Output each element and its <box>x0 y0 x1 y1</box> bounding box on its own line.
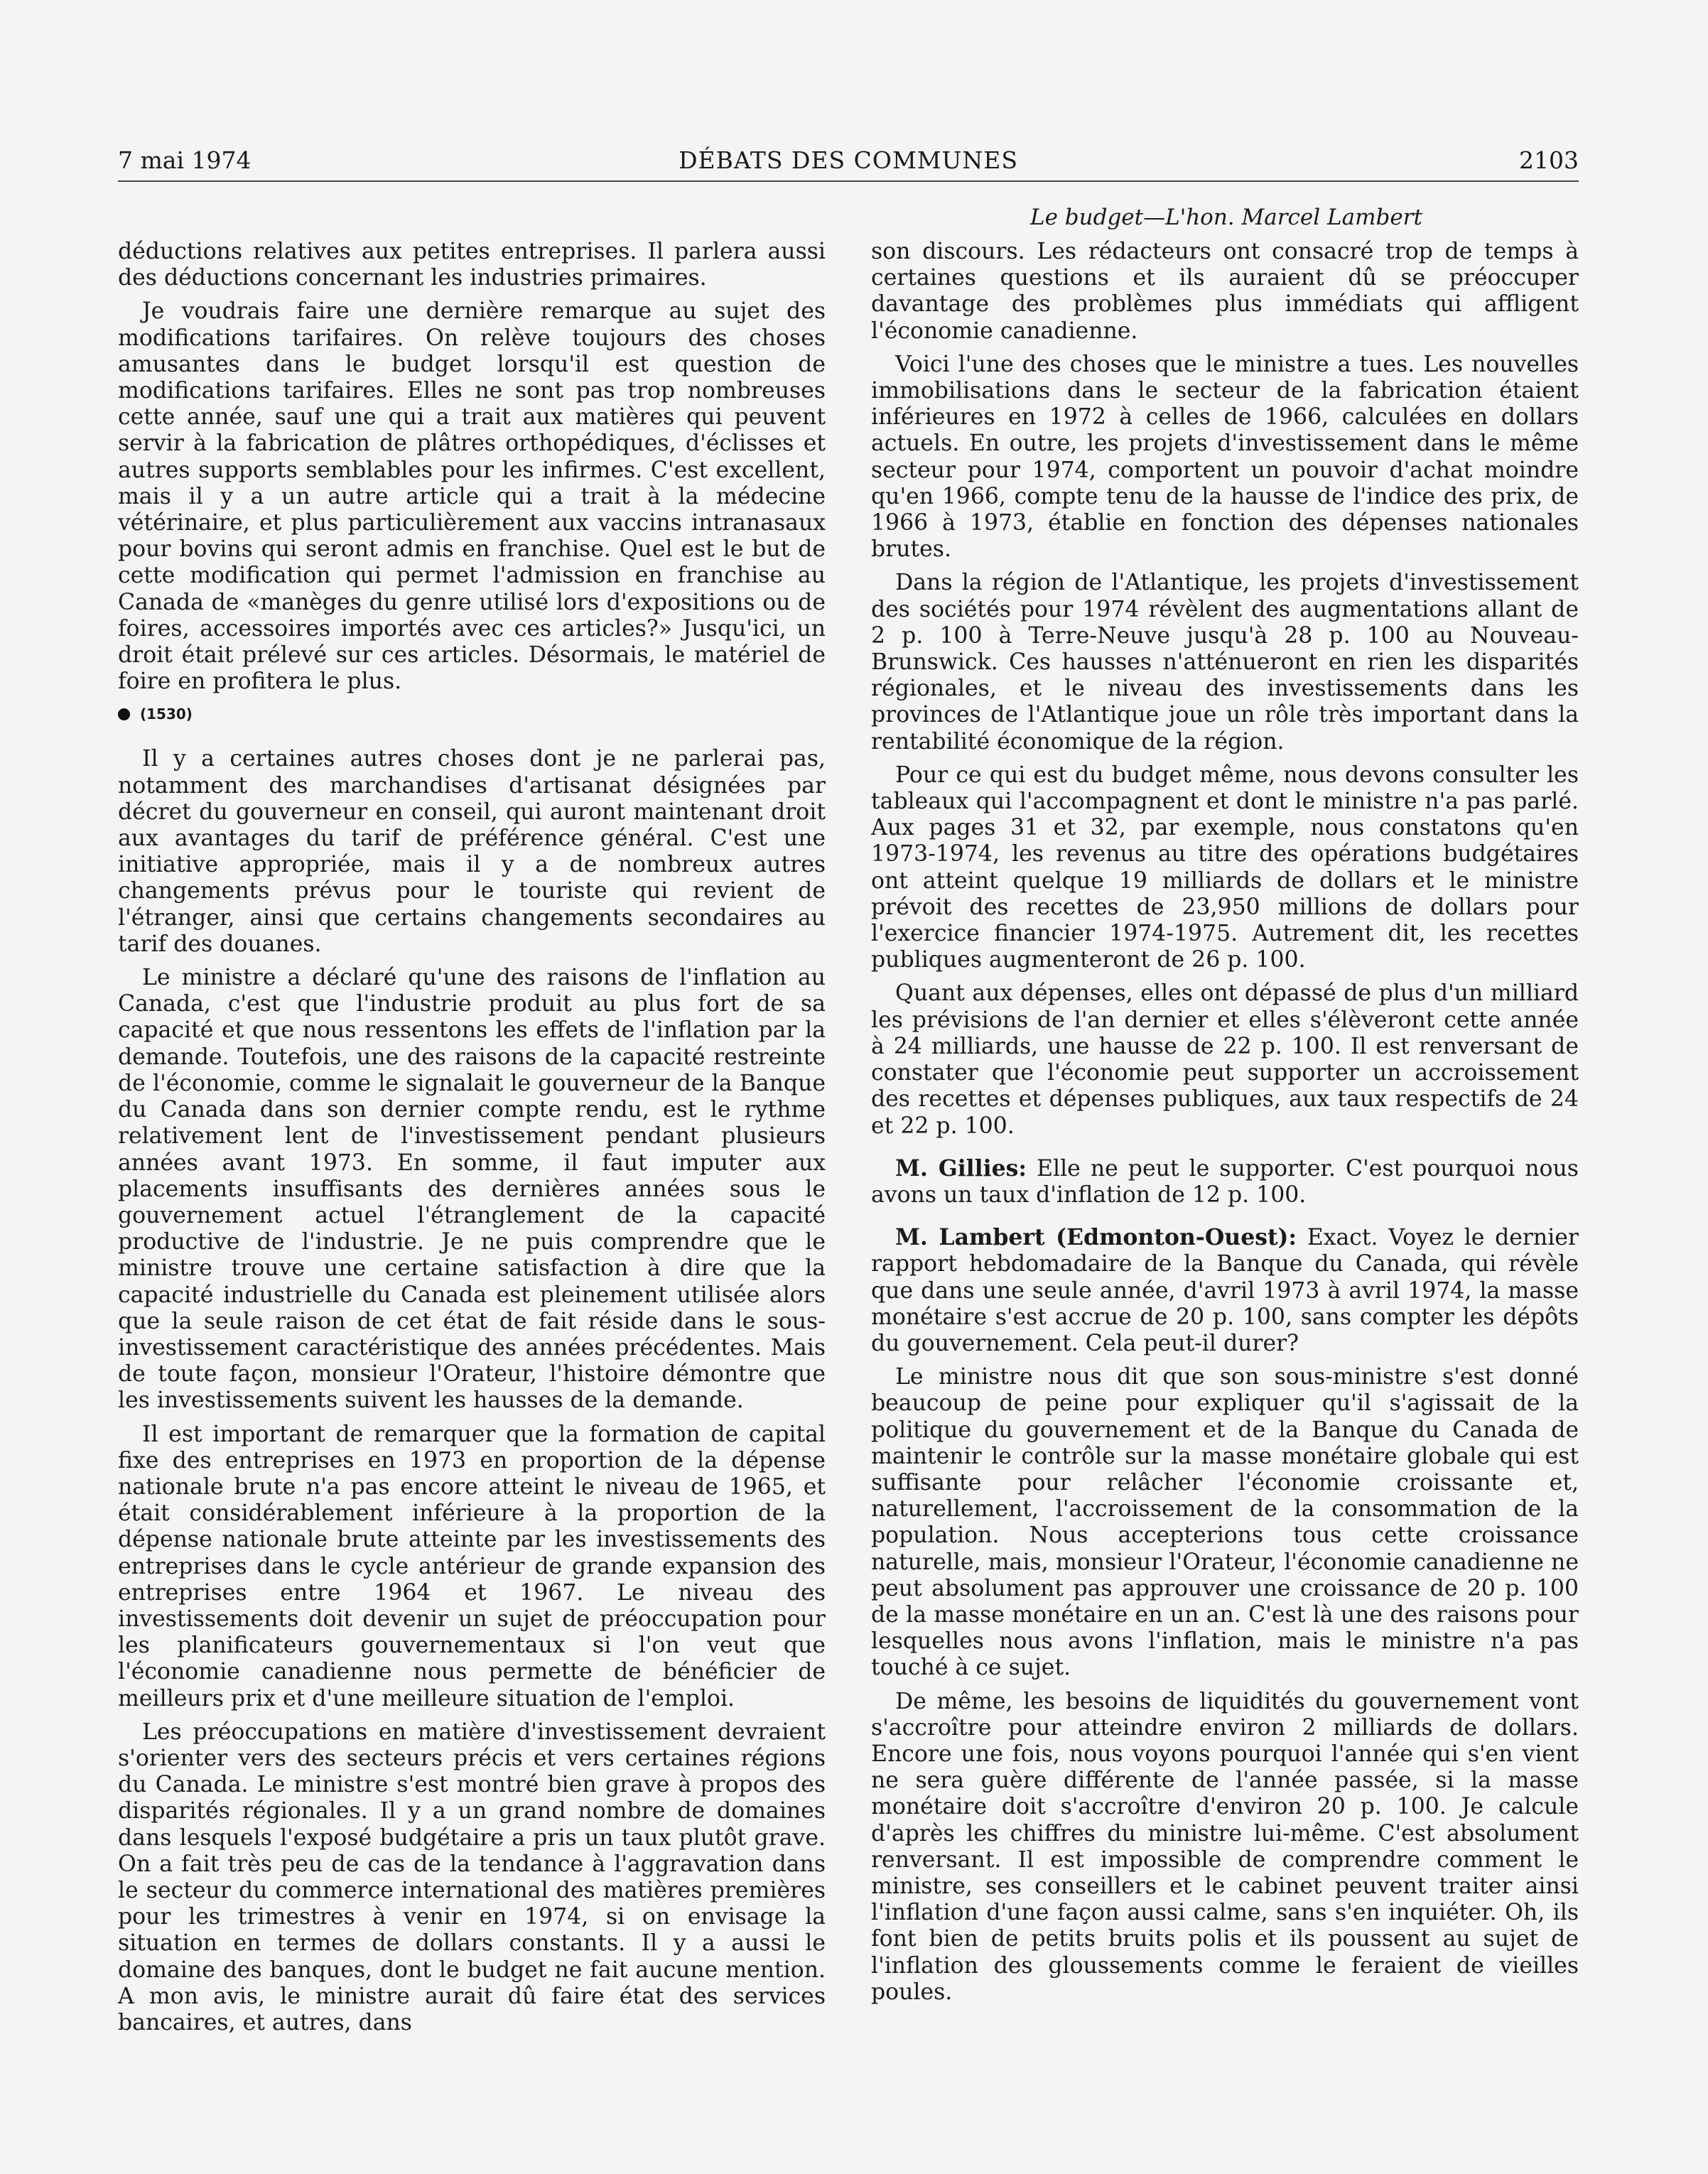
page-header <box>118 145 1579 182</box>
time-marker <box>118 703 826 725</box>
header-title: DÉBATS DES COMMUNES <box>679 146 1018 174</box>
running-head: Le budget—L'hon. Marcel Lambert <box>1030 205 1422 230</box>
paragraph: De même, les besoins de liquidités du gouvernement vont s'accroître pour atteindre environ 2 milliards de dollars. Encore une fois, nous voyons pourquoi l'année qui s'en vient ne sera guère différente de l'année passée, si la masse monétaire doit s'accroître d'environ 20 p. 100. Je calcule d'après les chiffres du ministre lui-même. C'est absolument renversant. Il est impossible de comprendre comment le ministre, ses conseillers et le cabinet peuvent traiter ainsi l'inflation d'une façon aussi calme, sans s'en inquiéter. Oh, ils font bien de petits bruits polis et ils poussent au sujet de l'inflation des gloussements comme le feraient de vieilles poules. <box>871 1688 1579 2005</box>
paragraph: Dans la région de l'Atlantique, les projets d'investissement des sociétés pour 1974 révèlent des augmentations allant de 2 p. 100 à Terre-Neuve jusqu'à 28 p. 100 au Nouveau-Brunswick. Ces hausses n'atténueront en rien les disparités régionales, et le niveau des investissements dans les provinces de l'Atlantique joue un rôle très important dans la rentabilité économique de la région. <box>871 570 1579 755</box>
bullet-icon <box>118 708 130 720</box>
paragraph: Le ministre a déclaré qu'une des raisons de l'inflation au Canada, c'est que l'industrie produit au plus fort de sa capacité et que nous ressentons les effets de l'inflation par la demande. Toutefois, une des raisons de la capacité restreinte de l'économie, comme le signalait le gouverneur de la Banque du Canada dans son dernier compte rendu, est le rythme relativement lent de l'investissement pendant plusieurs années avant 1973. En somme, il faut imputer aux placements insuffisants des dernières années sous le gouvernement actuel l'étranglement de la capacité productive de l'industrie. Je ne puis comprendre que le ministre trouve une certaine satisfaction à dire que la capacité industrielle du Canada est pleinement utilisée alors que la seule raison de cet état de fait réside dans le sous-investissement caractéristique des années précédentes. Mais de toute façon, monsieur l'Orateur, l'histoire démontre que les investissements suivent les hausses de la demande. <box>118 965 826 1414</box>
speech-gillies <box>871 1155 1579 1208</box>
speech-text: Elle ne peut le supporter. C'est pourquoi nous avons un taux d'inflation de 12 p. 100. <box>871 1155 1579 1208</box>
speech-lambert <box>871 1224 1579 1357</box>
paragraph: Voici l'une des choses que le ministre a tues. Les nouvelles immobilisations dans le secteur de la fabrication étaient inférieures en 1972 à celles de 1966, calculées en dollars actuels. En outre, les projets d'investissement dans le même secteur pour 1974, comportent un pouvoir d'achat moindre qu'en 1966, compte tenu de la hausse de l'indice des prix, de 1966 à 1973, établie en fonction des dépenses nationales brutes. <box>871 351 1579 563</box>
time-marker-label: (1530) <box>140 705 193 723</box>
left-column <box>118 239 826 2043</box>
paragraph: Il est important de remarquer que la formation de capital fixe des entreprises en 1973 en proportion de la dépense nationale brute n'a pas encore atteint le niveau de 1965, et était considérablement inférieure à la proportion de la dépense nationale brute atteinte par les investissements des entreprises dans le cycle antérieur de grande expansion des entreprises entre 1964 et 1967. Le niveau des investissements doit devenir un sujet de préoccupation pour les planificateurs gouvernementaux si l'on veut que l'économie canadienne nous permette de bénéficier de meilleurs prix et d'une meilleure situation de l'emploi. <box>118 1421 826 1711</box>
speaker-name: M. Gillies: <box>895 1154 1027 1181</box>
paragraph: Je voudrais faire une dernière remarque au sujet des modifications tarifaires. On relève toujours des choses amusantes dans le budget lorsqu'il est question de modifications tarifaires. Elles ne sont pas trop nombreuses cette année, sauf une qui a trait aux matières qui peuvent servir à la fabrication de plâtres orthopédiques, d'éclisses et autres supports semblables pour les infirmes. C'est excellent, mais il y a un autre article qui a trait à la médecine vétérinaire, et plus particulièrement aux vaccins intranasaux pour bovins qui seront admis en franchise. Quel est le but de cette modification qui permet l'admission en franchise au Canada de «manèges du genre utilisé lors d'expositions ou de foires, accessoires importés avec ces articles?» Jusqu'ici, un droit était prélevé sur ces articles. Désormais, le matériel de foire en profitera le plus. <box>118 298 826 695</box>
paragraph: Le ministre nous dit que son sous-ministre s'est donné beaucoup de peine pour expliquer qu'il s'agissait de la politique du gouvernement et de la Banque du Canada de maintenir le contrôle sur la masse monétaire globale qui est suffisante pour relâcher l'économie croissante et, naturellement, l'accroissement de la consommation de la population. Nous accepterions tous cette croissance naturelle, mais, monsieur l'Orateur, l'économie canadienne ne peut absolument pas approuver une croissance de 20 p. 100 de la masse monétaire en un an. C'est là une des raisons pour lesquelles nous avons l'inflation, mais le ministre n'a pas touché à ce sujet. <box>871 1364 1579 1681</box>
speech-text: Exact. Voyez le dernier rapport hebdomadaire de la Banque du Canada, qui révèle que dans une seule année, d'avril 1973 à avril 1974, la masse monétaire s'est accrue de 20 p. 100, sans compter les dépôts du gouvernement. Cela peut-il durer? <box>871 1225 1579 1356</box>
paragraph: Pour ce qui est du budget même, nous devons consulter les tableaux qui l'accompagnent et dont le ministre n'a pas parlé. Aux pages 31 et 32, par exemple, nous constatons qu'en 1973-1974, les revenus au titre des opérations budgétaires ont atteint quelque 19 milliards de dollars et le ministre prévoit des recettes de 23,950 millions de dollars pour l'exercice financier 1974-1975. Autrement dit, les recettes publiques augmenteront de 26 p. 100. <box>871 762 1579 973</box>
paragraph: son discours. Les rédacteurs ont consacré trop de temps à certaines questions et ils auraient dû se préoccuper davantage des problèmes plus immédiats qui affligent l'économie canadienne. <box>871 239 1579 344</box>
page-number: 2103 <box>1519 146 1579 174</box>
speaker-name: M. Lambert (Edmonton-Ouest): <box>895 1224 1297 1251</box>
paragraph: Il y a certaines autres choses dont je ne parlerai pas, notamment des marchandises d'artisanat désignées par décret du gouverneur en conseil, qui auront maintenant droit aux avantages du tarif de préférence général. C'est une initiative appropriée, mais il y a de nombreux autres changements prévus pour le touriste qui revient de l'étranger, ainsi que certains changements secondaires au tarif des douanes. <box>118 746 826 957</box>
paragraph: Les préoccupations en matière d'investissement devraient s'orienter vers des secteurs précis et vers certaines régions du Canada. Le ministre s'est montré bien grave à propos des disparités régionales. Il y a un grand nombre de domaines dans lesquels l'exposé budgétaire a pris un taux plutôt grave. On a fait très peu de cas de la tendance à l'aggravation dans le secteur du commerce international des matières premières pour les trimestres à venir en 1974, si on envisage la situation en termes de dollars constants. Il y a aussi le domaine des banques, dont le budget ne fait aucune mention. A mon avis, le ministre aurait dû faire état des services bancaires, et autres, dans <box>118 1719 826 2035</box>
paragraph: déductions relatives aux petites entreprises. Il parlera aussi des déductions concernant les industries primaires. <box>118 239 826 291</box>
header-date: 7 mai 1974 <box>118 146 252 174</box>
right-column <box>871 239 1579 2013</box>
paragraph: Quant aux dépenses, elles ont dépassé de plus d'un milliard les prévisions de l'an dernier et elles s'élèveront cette année à 24 milliards, une hausse de 22 p. 100. Il est renversant de constater que l'économie peut supporter un accroissement des recettes et dépenses publiques, aux taux respectifs de 24 et 22 p. 100. <box>871 980 1579 1139</box>
